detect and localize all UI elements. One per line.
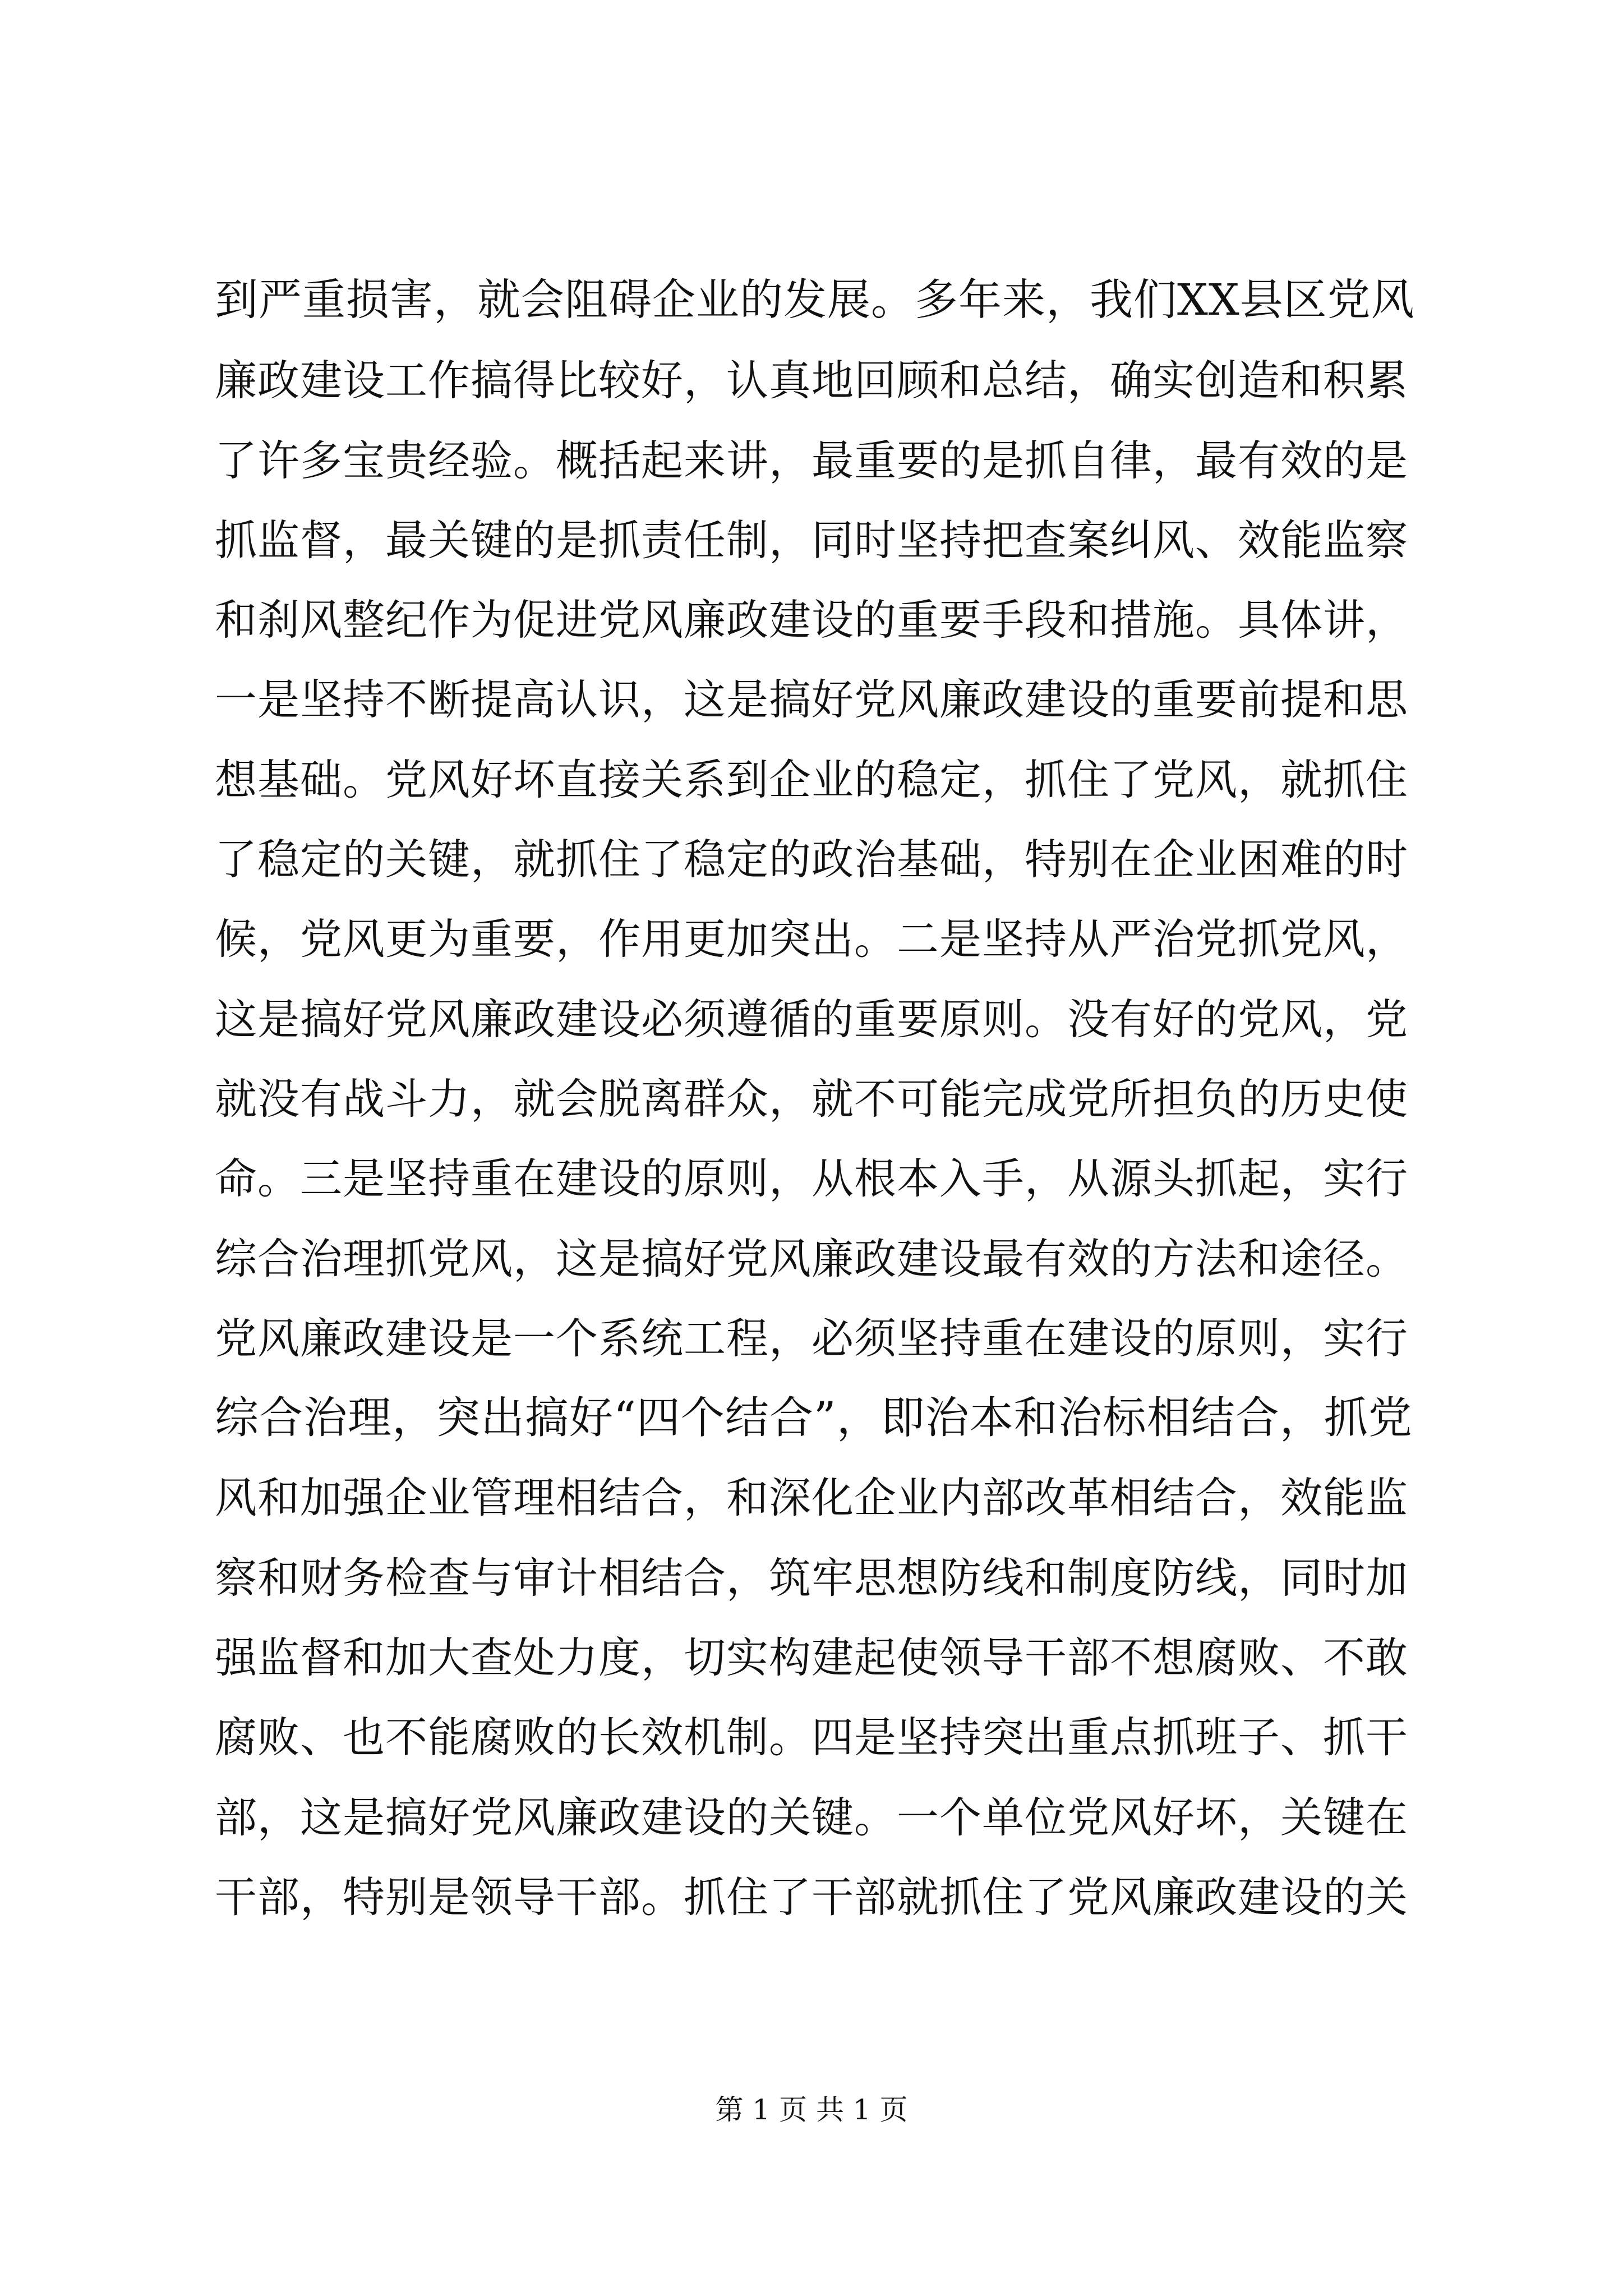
text-line: 到严重损害，就会阻碍企业的发展。多年来，我们XX县区党风 bbox=[215, 275, 1415, 325]
text-line: 廉政建设工作搞得比较好，认真地回顾和总结，确实创造和积累 bbox=[215, 356, 1409, 406]
text-line: 了许多宝贵经验。概括起来讲，最重要的是抓自律，最有效的是 bbox=[215, 435, 1409, 485]
page-footer bbox=[0, 2090, 1623, 2129]
text-line: 命。三是坚持重在建设的原则，从根本入手，从源头抓起，实行 bbox=[215, 1154, 1409, 1204]
page-number: 第 1 页 共 1 页 bbox=[715, 2093, 908, 2126]
text-line: 干部，特别是领导干部。抓住了干部就抓住了党风廉政建设的关 bbox=[215, 1872, 1409, 1922]
text-line: 综合治理，突出搞好“四个结合”，即治本和治标相结合，抓党 bbox=[215, 1393, 1413, 1444]
text-line: 想基础。党风好坏直接关系到企业的稳定，抓住了党风，就抓住 bbox=[215, 754, 1409, 804]
text-line: 腐败、也不能腐败的长效机制。四是坚持突出重点抓班子、抓干 bbox=[215, 1713, 1409, 1763]
text-line: 强监督和加大查处力度，切实构建起使领导干部不想腐败、不敢 bbox=[215, 1633, 1409, 1683]
text-line: 综合治理抓党风，这是搞好党风廉政建设最有效的方法和途径。 bbox=[215, 1234, 1409, 1283]
text-line: 察和财务检查与审计相结合，筑牢思想防线和制度防线，同时加 bbox=[215, 1553, 1409, 1603]
text-line: 党风廉政建设是一个系统工程，必须坚持重在建设的原则，实行 bbox=[215, 1313, 1409, 1363]
text-line: 抓监督，最关键的是抓责任制，同时坚持把查案纠风、效能监察 bbox=[215, 515, 1409, 565]
text-line: 和刹风整纪作为促进党风廉政建设的重要手段和措施。具体讲， bbox=[215, 595, 1409, 645]
body-paragraph bbox=[215, 261, 1415, 1937]
text-line: 风和加强企业管理相结合，和深化企业内部改革相结合，效能监 bbox=[215, 1473, 1409, 1523]
text-line: 这是搞好党风廉政建设必须遵循的重要原则。没有好的党风，党 bbox=[215, 994, 1409, 1044]
text-line: 了稳定的关键，就抓住了稳定的政治基础，特别在企业困难的时 bbox=[215, 835, 1409, 885]
text-line: 一是坚持不断提高认识，这是搞好党风廉政建设的重要前提和思 bbox=[215, 675, 1409, 725]
text-line: 候，党风更为重要，作用更加突出。二是坚持从严治党抓党风， bbox=[215, 914, 1409, 964]
text-line: 部，这是搞好党风廉政建设的关键。一个单位党风好坏，关键在 bbox=[215, 1792, 1409, 1842]
text-line: 就没有战斗力，就会脱离群众，就不可能完成党所担负的历史使 bbox=[215, 1074, 1409, 1124]
